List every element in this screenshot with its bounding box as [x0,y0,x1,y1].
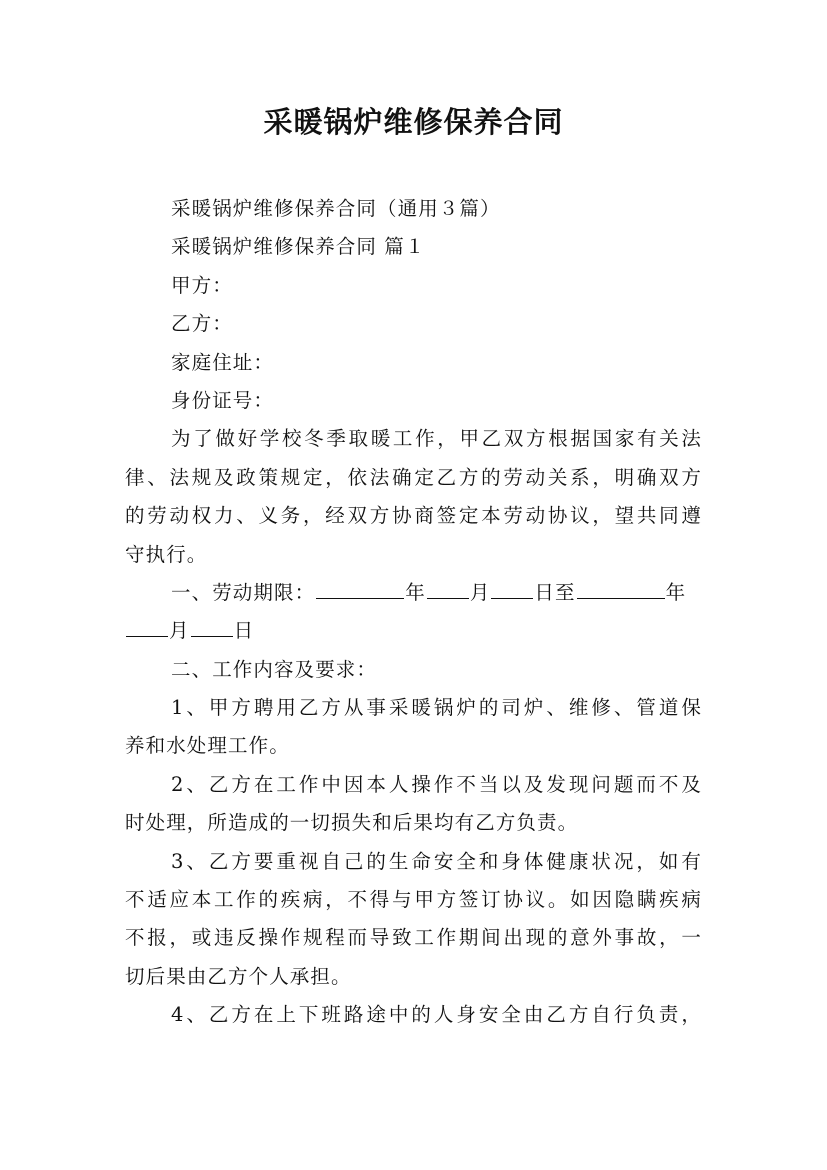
month-blank [427,579,469,599]
address-field: 家庭住址： [171,350,275,374]
clause-line: 不适应本工作的疾病，不得与甲方签订协议。如因隐瞒疾病 [125,888,702,912]
document-body [125,190,702,1035]
clause-line: 切后果由乙方个人承担。 [125,964,352,988]
document-subtitle: 采暖锅炉维修保养合同（通用３篇） [171,197,501,220]
clause-line: 4、乙方在上下班路途中的人身安全由乙方自行负责， [171,1003,702,1027]
day-blank [491,579,533,599]
year-blank [316,579,404,599]
id-number-field: 身份证号： [171,388,275,412]
day-to-label: 日至 [534,580,576,604]
clause-line: 3、乙方要重视自己的生命安全和身体健康状况，如有 [171,849,702,873]
day-label: 日 [233,619,255,643]
party-b-field: 乙方： [171,312,233,336]
month-blank [126,617,168,637]
intro-line: 守执行。 [125,542,208,566]
year-label: 年 [405,580,426,604]
clause-line: 时处理，所造成的一切损失和后果均有乙方负责。 [125,811,579,835]
month-label: 月 [469,580,491,604]
term-label: 一、劳动期限： [171,580,316,604]
document-title: 采暖锅炉维修保养合同 [263,105,564,139]
term-line-cont [125,612,702,650]
section2-heading: 二、工作内容及要求： [171,657,378,681]
clause-line: 1、甲方聘用乙方从事采暖锅炉的司炉、维修、管道保 [171,696,702,720]
clause-line: 不报，或违反操作规程而导致工作期间出现的意外事故，一 [125,926,702,950]
month-label: 月 [169,619,190,643]
intro-line: 为了做好学校冬季取暖工作，甲乙双方根据国家有关法 [171,427,702,451]
year-label: 年 [665,580,687,604]
clause-line: 2、乙方在工作中因本人操作不当以及发现问题而不及 [171,772,702,796]
intro-line: 的劳动权力、义务，经双方协商签定本劳动协议，望共同遵 [125,504,702,528]
day-blank [191,617,233,637]
intro-line: 律、法规及政策规定，依法确定乙方的劳动关系，明确双方 [125,465,702,489]
party-a-field: 甲方： [171,273,233,297]
year-blank [577,579,665,599]
section-heading: 采暖锅炉维修保养合同 篇１ [171,235,426,259]
clause-line: 养和水处理工作。 [125,734,290,758]
term-line [125,574,702,612]
